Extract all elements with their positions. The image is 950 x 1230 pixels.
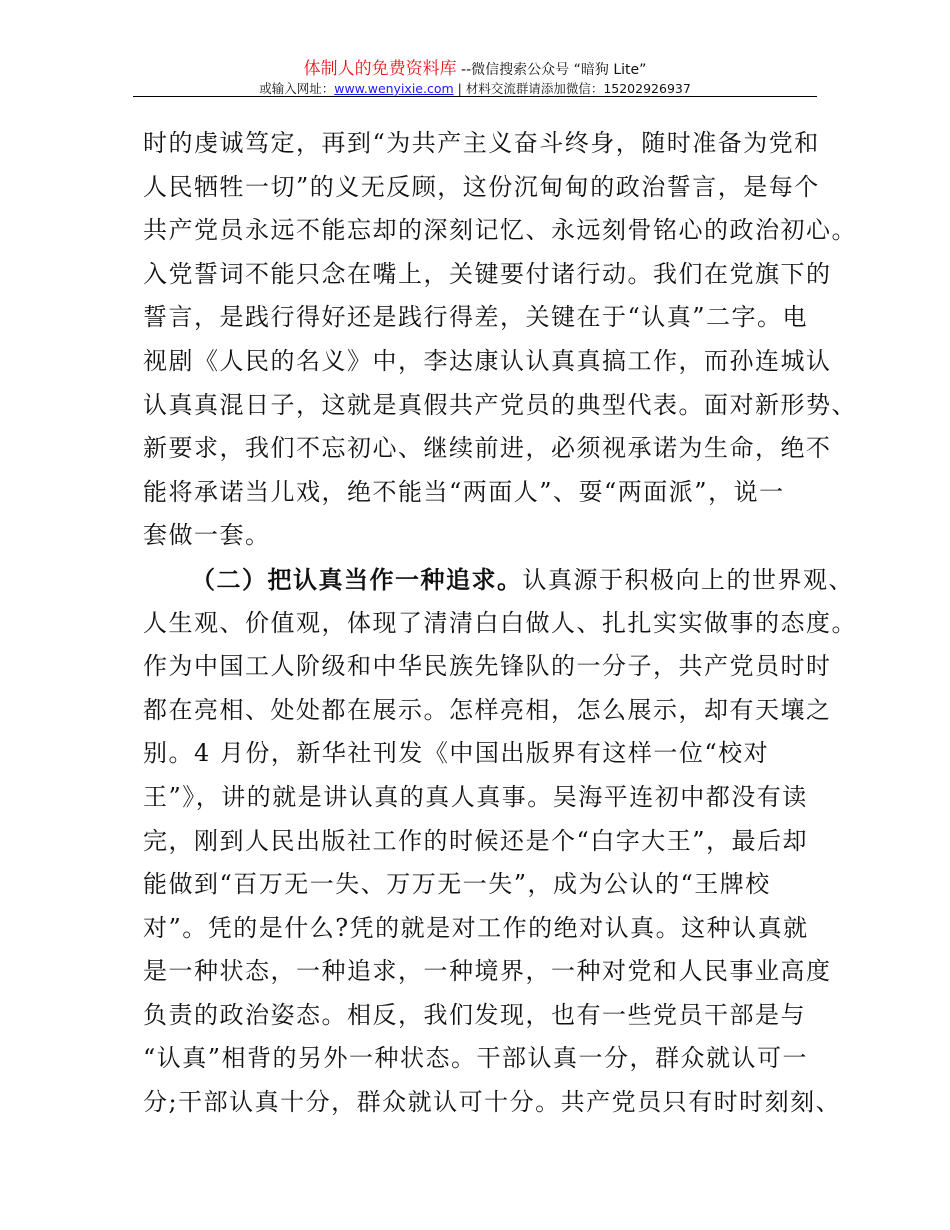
text-line: 别。4 月份，新华社刊发《中国出版界有这样一位“校对	[143, 739, 770, 768]
header-prefix: 或输入网址：	[259, 81, 335, 96]
text-line: 时的虔诚笃定，再到“为共产主义奋斗终身，随时准备为党和	[143, 129, 820, 157]
text-line: 共产党员永远不能忘却的深刻记忆、永远刻骨铭心的政治初心。	[143, 216, 857, 245]
text-line: 完，刚到人民出版社工作的时候还是个“白字大王”，最后却	[143, 826, 809, 855]
website-link[interactable]: www.wenyixie.com	[334, 81, 454, 96]
text-line: 誓言，是践行得好还是践行得差，关键在于“认真”二字。电	[143, 303, 809, 332]
paragraph-heading-line	[143, 558, 854, 602]
header-suffix: | 材料交流群请添加微信：15202926937	[453, 81, 691, 96]
header-divider	[133, 96, 817, 97]
page-header	[0, 60, 950, 98]
text-line: 套做一套。	[143, 521, 271, 550]
text-line: 都在亮相、处处都在展示。怎样亮相，怎么展示，却有天壤之	[143, 695, 832, 724]
text-line: 入党誓词不能只念在嘴上，关键要付诸行动。我们在党旗下的	[143, 259, 832, 288]
header-subtitle: --微信搜索公众号 “暗狗 Lite”	[456, 62, 647, 78]
text-span: 认真源于积极向上的世界观、	[522, 565, 854, 594]
document-body	[143, 122, 857, 1125]
text-line: 能做到“百万无一失、万万无一失”，成为公认的“王牌校	[143, 870, 771, 899]
text-line: 人生观、价值观，体现了清清白白做人、扎扎实实做事的态度。	[143, 608, 857, 637]
text-line: “认真”相背的另外一种状态。干部认真一分，群众就认可一	[143, 1044, 809, 1073]
text-line: 视剧《人民的名义》中，李达康认认真真搞工作，而孙连城认	[143, 346, 832, 375]
header-line-1	[0, 60, 950, 79]
text-line: 王”》，讲的就是讲认真的真人真事。吴海平连初中都没有读	[143, 782, 808, 811]
text-line: 人民牺牲一切”的义无反顾，这份沉甸甸的政治誓言，是每个	[143, 172, 820, 201]
text-line: 作为中国工人阶级和中华民族先锋队的一分子，共产党员时时	[143, 652, 832, 681]
section-heading: （二）把认真当作一种追求。	[191, 564, 523, 594]
text-line: 认真真混日子，这就是真假共产党员的典型代表。面对新形势、	[143, 390, 857, 419]
text-line: 新要求，我们不忘初心、继续前进，必须视承诺为生命，绝不	[143, 434, 832, 463]
header-title: 体制人的免费资料库	[303, 59, 457, 79]
text-line: 是一种状态，一种追求，一种境界，一种对党和人民事业高度	[143, 957, 832, 986]
text-line: 能将承诺当儿戏，绝不能当“两面人”、耍“两面派”，说一	[143, 477, 785, 506]
text-line: 对”。凭的是什么?凭的就是对工作的绝对认真。这种认真就	[143, 913, 809, 942]
text-line: 分;干部认真十分，群众就认可十分。共产党员只有时时刻刻、	[143, 1088, 842, 1117]
text-line: 负责的政治姿态。相反，我们发现，也有一些党员干部是与	[143, 1000, 806, 1029]
